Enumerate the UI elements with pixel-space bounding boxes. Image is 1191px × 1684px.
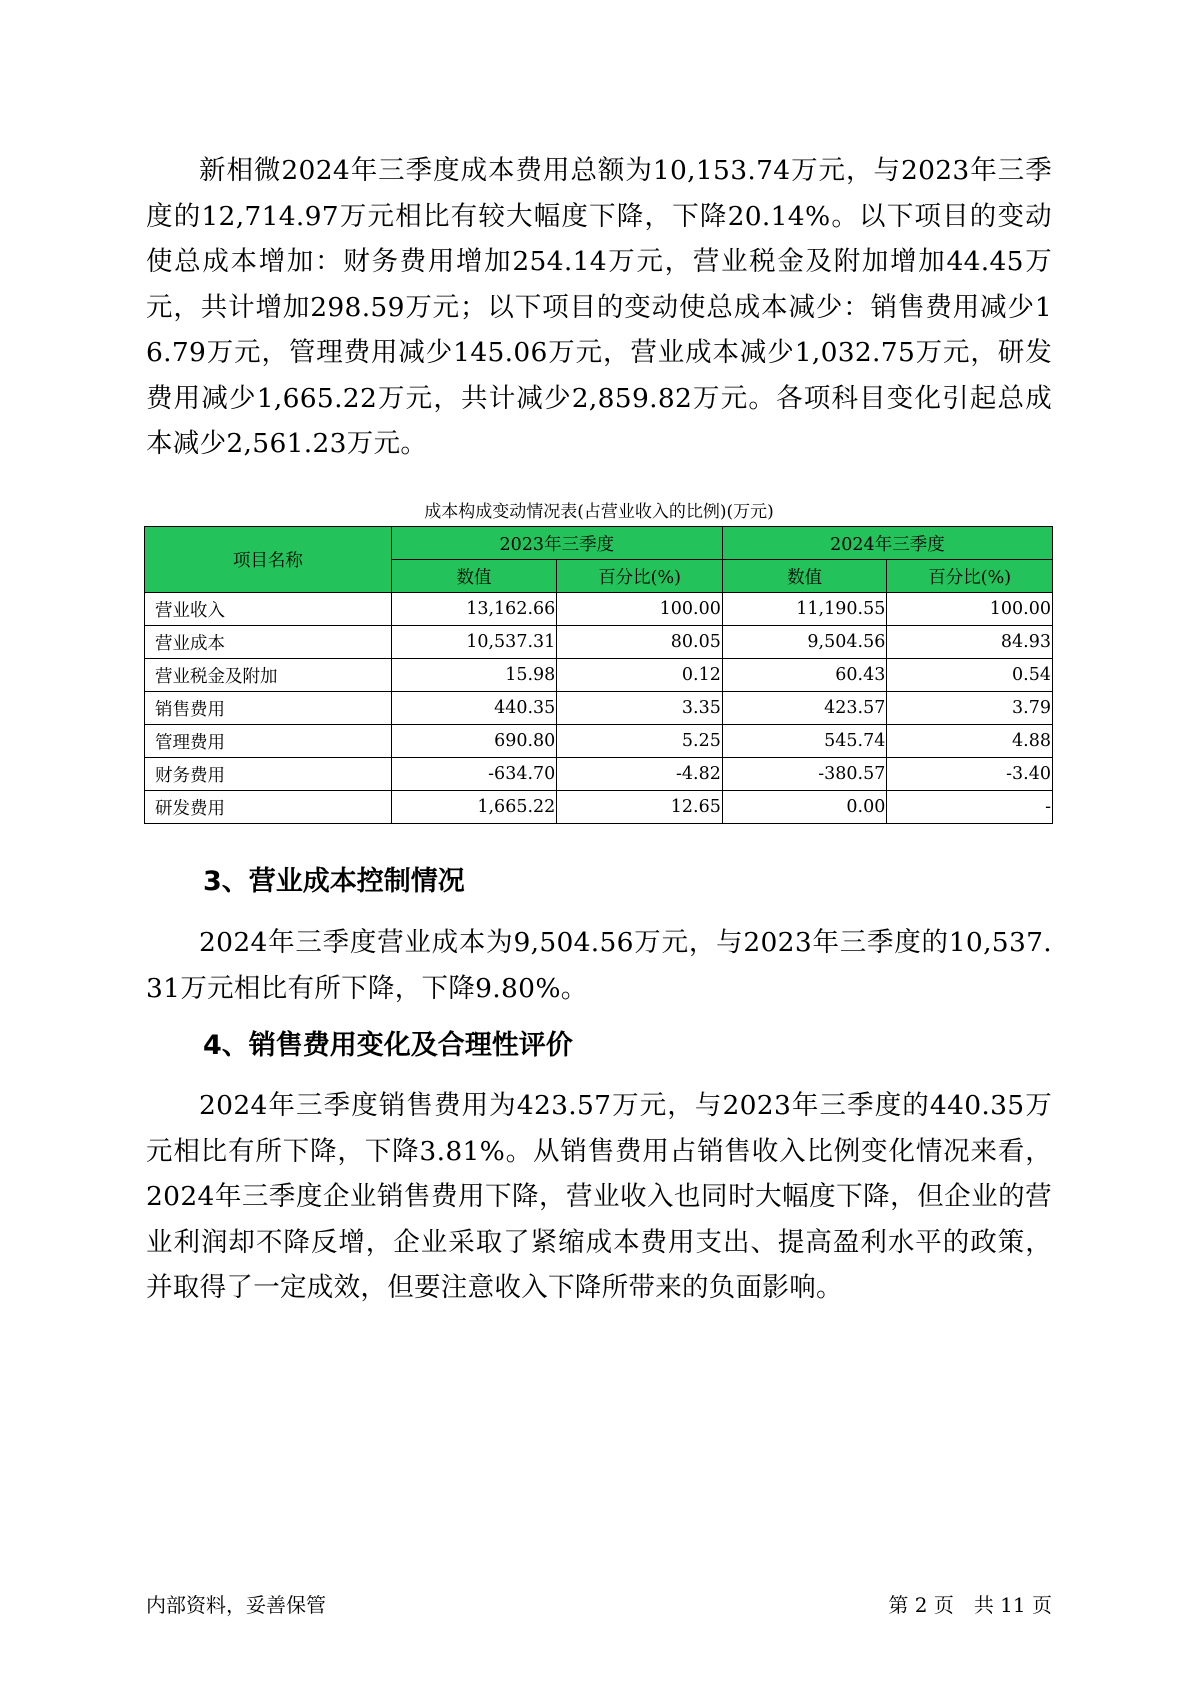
row-pct-2024: 4.88 xyxy=(887,725,1053,758)
row-pct-2024: 3.79 xyxy=(887,692,1053,725)
header-item-name: 项目名称 xyxy=(145,527,392,593)
cost-structure-table xyxy=(144,526,1053,824)
header-pct-2024: 百分比(%) xyxy=(887,560,1053,593)
row-value-2023: 1,665.22 xyxy=(391,791,557,824)
section-heading-operating-cost: 3、营业成本控制情况 xyxy=(203,866,465,897)
paragraph-selling-expense: 2024年三季度销售费用为423.57万元，与2023年三季度的440.35万元相比有所下降，下降3.81%。从销售费用占销售收入比例变化情况来看，2024年三季度企业销售费用下降，营业收入也同时大幅度下降，但企业的营业利润却不降反增，企业采取了紧缩成本费用支出、提高盈利水平的政策，并取得了一定成效，但要注意收入下降所带来的负面影响。 xyxy=(146,1090,1052,1303)
row-value-2023: 15.98 xyxy=(391,659,557,692)
header-pct-2023: 百分比(%) xyxy=(557,560,723,593)
table-row xyxy=(145,626,1053,659)
table-row xyxy=(145,659,1053,692)
row-value-2024: -380.57 xyxy=(722,758,886,791)
footer-confidential-note: 内部资料，妥善保管 xyxy=(146,1593,326,1617)
table-row xyxy=(145,593,1053,626)
row-value-2024: 423.57 xyxy=(722,692,886,725)
row-value-2024: 545.74 xyxy=(722,725,886,758)
table-row xyxy=(145,791,1053,824)
row-value-2024: 11,190.55 xyxy=(722,593,886,626)
header-value-2023: 数值 xyxy=(391,560,557,593)
row-pct-2024: -3.40 xyxy=(887,758,1053,791)
row-name: 营业收入 xyxy=(145,593,392,626)
row-name: 营业税金及附加 xyxy=(145,659,392,692)
row-value-2024: 0.00 xyxy=(722,791,886,824)
row-value-2024: 9,504.56 xyxy=(722,626,886,659)
row-value-2023: 10,537.31 xyxy=(391,626,557,659)
table-caption: 成本构成变动情况表(占营业收入的比例)(万元) xyxy=(424,502,774,522)
footer-page-number: 第 2 页 共 11 页 xyxy=(888,1593,1052,1617)
row-value-2024: 60.43 xyxy=(722,659,886,692)
row-pct-2024: 0.54 xyxy=(887,659,1053,692)
row-value-2023: 690.80 xyxy=(391,725,557,758)
row-name: 管理费用 xyxy=(145,725,392,758)
paragraph-operating-cost: 2024年三季度营业成本为9,504.56万元，与2023年三季度的10,537.31万元相比有所下降，下降9.80%。 xyxy=(146,927,1052,1004)
row-pct-2023: 12.65 xyxy=(557,791,723,824)
row-pct-2023: 5.25 xyxy=(557,725,723,758)
header-period-2023: 2023年三季度 xyxy=(391,527,722,560)
paragraph-cost-overview: 新相微2024年三季度成本费用总额为10,153.74万元，与2023年三季度的12,714.97万元相比有较大幅度下降，下降20.14%。以下项目的变动使总成本增加：财务费用增加254.14万元，营业税金及附加增加44.45万元，共计增加298.59万元；以下项目的变动使总成本减少：销售费用减少16.79万元，管理费用减少145.06万元，营业成本减少1,032.75万元，研发费用减少1,665.22万元，共计减少2,859.82万元。各项科目变化引起总成本减少2,561.23万元。 xyxy=(146,155,1052,459)
row-name: 销售费用 xyxy=(145,692,392,725)
row-pct-2023: 80.05 xyxy=(557,626,723,659)
row-pct-2023: 3.35 xyxy=(557,692,723,725)
row-pct-2024: - xyxy=(887,791,1053,824)
row-pct-2024: 100.00 xyxy=(887,593,1053,626)
row-pct-2023: 100.00 xyxy=(557,593,723,626)
row-value-2023: 440.35 xyxy=(391,692,557,725)
row-name: 财务费用 xyxy=(145,758,392,791)
table-row xyxy=(145,725,1053,758)
row-value-2023: 13,162.66 xyxy=(391,593,557,626)
row-name: 研发费用 xyxy=(145,791,392,824)
table-row xyxy=(145,758,1053,791)
row-name: 营业成本 xyxy=(145,626,392,659)
row-pct-2023: 0.12 xyxy=(557,659,723,692)
header-period-2024: 2024年三季度 xyxy=(722,527,1052,560)
row-pct-2023: -4.82 xyxy=(557,758,723,791)
row-value-2023: -634.70 xyxy=(391,758,557,791)
row-pct-2024: 84.93 xyxy=(887,626,1053,659)
header-value-2024: 数值 xyxy=(722,560,886,593)
table-row xyxy=(145,692,1053,725)
section-heading-selling-expense: 4、销售费用变化及合理性评价 xyxy=(203,1030,573,1061)
